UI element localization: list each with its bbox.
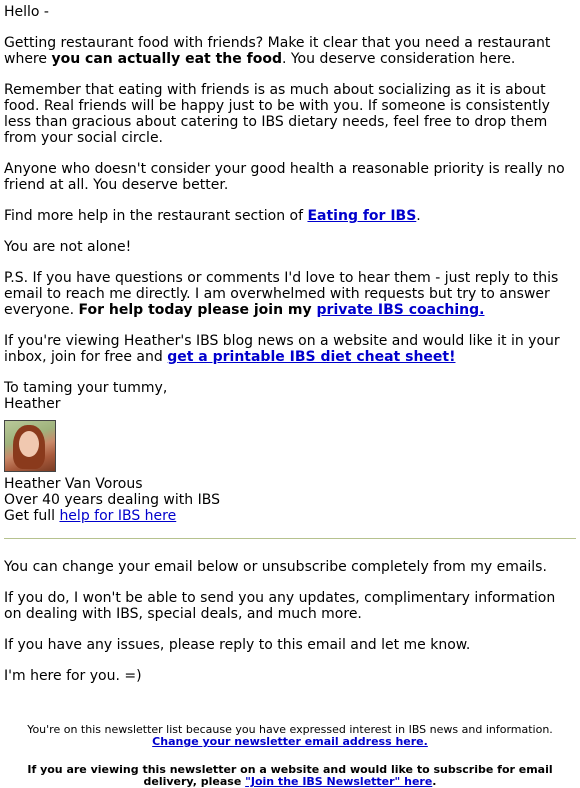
cheat-sheet-link[interactable]: get a printable IBS diet cheat sheet!: [167, 349, 456, 365]
paragraph-text: P.S. If you have questions or comments I'd love to hear them - just reply to this email to reach me directly. I am overwhelmed with requests but try to answer everyone.: [4, 270, 559, 318]
signature-name: Heather Van Vorous: [4, 476, 143, 492]
photo-face: [19, 431, 39, 457]
closing: [4, 380, 576, 412]
paragraph-restaurant: [4, 35, 576, 67]
closing-name: Heather: [4, 396, 61, 412]
footer-subscribe-text: If you are viewing this newsletter on a website and would like to subscribe for email delivery, please: [27, 763, 553, 788]
unsub-paragraph-1: You can change your email below or unsubscribe completely from my emails.: [4, 559, 547, 575]
change-email-link[interactable]: Change your newsletter email address here.: [152, 735, 428, 748]
unsub-paragraph-3: If you have any issues, please reply to this email and let me know.: [4, 637, 471, 653]
join-newsletter-link[interactable]: "Join the IBS Newsletter" here: [245, 775, 433, 788]
help-for-ibs-link[interactable]: help for IBS here: [59, 508, 177, 524]
paragraph-priority: Anyone who doesn't consider your good health a reasonable priority is really no friend at all. You deserve better.: [4, 161, 565, 193]
paragraph-text: Find more help in the restaurant section of: [4, 208, 308, 224]
emphasis-label: For help today please join my: [78, 302, 317, 318]
signature-help-text: Get full: [4, 508, 60, 524]
paragraph-text: .: [416, 208, 421, 224]
signature-help: [4, 508, 576, 524]
footer: [4, 724, 576, 788]
paragraph-text: If you're viewing Heather's IBS blog news on a website and would like it in your inbox, join for free and: [4, 333, 560, 365]
author-photo: [4, 420, 56, 472]
unsub-paragraph-4: I'm here for you. =): [4, 668, 142, 684]
paragraph-blog: [4, 333, 576, 365]
signature-tagline: Over 40 years dealing with IBS: [4, 492, 220, 508]
footer-notice: You're on this newsletter list because you have expressed interest in IBS news and information.: [27, 723, 553, 736]
emphasis-text: you can actually eat the food: [51, 51, 282, 67]
signature: [4, 476, 576, 524]
paragraph-more-help: [4, 208, 576, 224]
paragraph-friends: Remember that eating with friends is as much about socializing as it is about food. Real friends will be happy just to be with you. If someone is consistently less than gracious about catering to IBS dietary needs, feel free to drop them from your social circle.: [4, 82, 550, 146]
paragraph-text: . You deserve consideration here.: [281, 51, 516, 67]
footer-change-line: [4, 736, 576, 748]
closing-line: To taming your tummy,: [4, 380, 168, 396]
eating-for-ibs-link[interactable]: Eating for IBS: [307, 208, 417, 224]
coaching-link[interactable]: private IBS coaching.: [316, 302, 485, 318]
paragraph-text: Getting restaurant food with friends? Make it clear that you need a restaurant where: [4, 35, 551, 67]
unsub-paragraph-2: If you do, I won't be able to send you any updates, complimentary information on dealing with IBS, special deals, and much more.: [4, 590, 556, 622]
paragraph-ps: [4, 270, 576, 318]
divider: [4, 538, 576, 539]
footer-subscribe: [4, 764, 576, 788]
emphasis-text: [79, 302, 485, 318]
greeting: Hello -: [4, 4, 49, 20]
paragraph-not-alone: You are not alone!: [4, 239, 132, 255]
footer-subscribe-tail: .: [432, 775, 437, 788]
